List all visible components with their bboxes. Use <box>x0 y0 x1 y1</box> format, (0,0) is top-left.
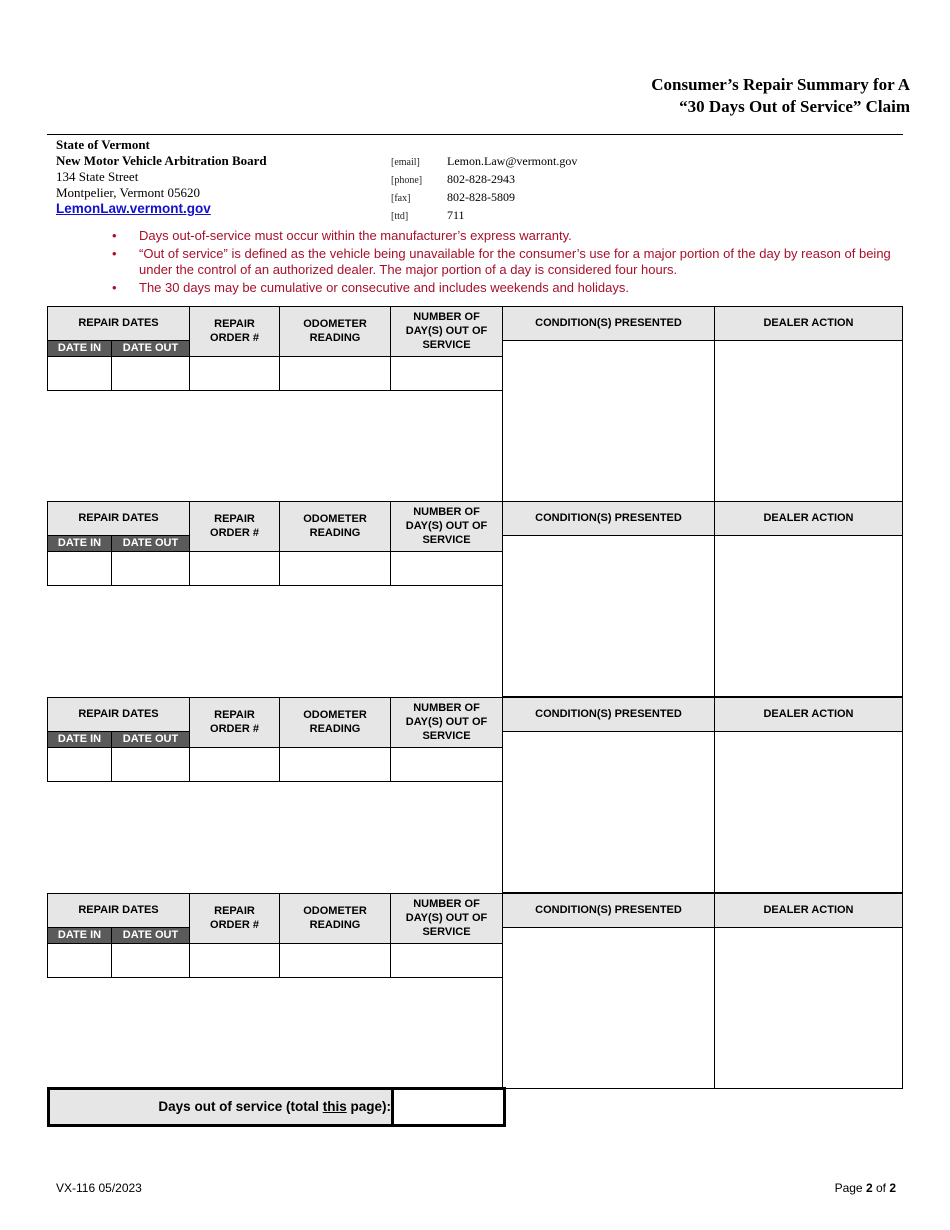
contact-phone <box>391 171 577 189</box>
repair-order-header-line: REPAIR <box>214 513 255 525</box>
contact-email-value: Lemon.Law@vermont.gov <box>447 154 578 168</box>
days-out-header-line: DAY(S) OUT OF <box>405 912 488 924</box>
dealer-action-header: DEALER ACTION <box>714 501 903 536</box>
contact-ttd <box>391 207 577 225</box>
conditions-input[interactable] <box>502 535 715 697</box>
repair-order-input[interactable] <box>189 551 280 586</box>
contact-phone-label: [phone] <box>391 175 423 186</box>
date-in-header: DATE IN <box>47 731 112 748</box>
days-out-header-line: SERVICE <box>422 926 471 938</box>
repair-order-header <box>189 306 280 357</box>
repair-order-input[interactable] <box>189 943 280 978</box>
odometer-input[interactable] <box>279 747 391 782</box>
days-out-header-line: NUMBER OF <box>413 311 480 323</box>
odometer-header <box>279 893 391 944</box>
days-out-header-line: NUMBER OF <box>413 898 480 910</box>
repair-order-header <box>189 697 280 748</box>
days-out-input[interactable] <box>390 356 503 391</box>
date-in-input[interactable] <box>47 356 112 391</box>
form-title <box>651 74 910 118</box>
days-out-input[interactable] <box>390 747 503 782</box>
total-days-row <box>47 1087 503 1127</box>
contact-fax-label: [fax] <box>391 193 411 204</box>
agency-board: New Motor Vehicle Arbitration Board <box>56 153 267 168</box>
conditions-header: CONDITION(S) PRESENTED <box>502 306 715 341</box>
days-out-header-line: SERVICE <box>422 730 471 742</box>
date-in-header: DATE IN <box>47 340 112 357</box>
odometer-input[interactable] <box>279 551 391 586</box>
dealer-action-header: DEALER ACTION <box>714 306 903 341</box>
agency-street: 134 State Street <box>56 169 139 184</box>
odometer-header <box>279 501 391 552</box>
odometer-header-line: READING <box>309 723 361 735</box>
days-out-header-line: DAY(S) OUT OF <box>405 325 488 337</box>
odometer-header-line: ODOMETER <box>303 905 367 917</box>
note-item: • “Out of service” is defined as the vehicle being unavailable for the consumer’s use for a major portion of the day by reason of being under the control of an authorized dealer. The major portion of a day is considered four hours. <box>112 246 902 278</box>
contact-ttd-label: [ttd] <box>391 211 409 222</box>
form-title-line-1: Consumer’s Repair Summary for A <box>651 75 910 94</box>
agency-city: Montpelier, Vermont 05620 <box>56 185 201 200</box>
odometer-header-line: READING <box>309 332 361 344</box>
repair-dates-header: REPAIR DATES <box>47 697 190 732</box>
days-out-header-line: NUMBER OF <box>413 506 480 518</box>
conditions-header: CONDITION(S) PRESENTED <box>502 893 715 928</box>
total-label-emphasis: this <box>322 1099 347 1114</box>
repair-order-input[interactable] <box>189 747 280 782</box>
page-indicator <box>835 1181 896 1195</box>
dealer-action-input[interactable] <box>714 731 903 893</box>
contact-ttd-value: 711 <box>447 208 465 222</box>
notes-list <box>112 228 902 298</box>
conditions-header: CONDITION(S) PRESENTED <box>502 697 715 732</box>
date-in-header: DATE IN <box>47 535 112 552</box>
date-in-header: DATE IN <box>47 927 112 944</box>
dealer-action-header: DEALER ACTION <box>714 893 903 928</box>
form-title-line-2: “30 Days Out of Service” Claim <box>679 97 910 116</box>
contact-fax-value: 802-828-5809 <box>447 190 515 204</box>
page-separator: of <box>872 1181 890 1195</box>
date-out-header: DATE OUT <box>111 340 190 357</box>
conditions-input[interactable] <box>502 731 715 893</box>
days-out-header-line: SERVICE <box>422 339 471 351</box>
dealer-action-input[interactable] <box>714 927 903 1089</box>
date-out-header: DATE OUT <box>111 927 190 944</box>
odometer-header-line: ODOMETER <box>303 513 367 525</box>
contact-fax <box>391 189 577 207</box>
repair-entry-3 <box>47 697 903 893</box>
repair-entry-2 <box>47 501 903 697</box>
dealer-action-input[interactable] <box>714 340 903 502</box>
days-out-header <box>390 893 503 944</box>
dealer-action-header: DEALER ACTION <box>714 697 903 732</box>
repair-entry-4 <box>47 893 903 1089</box>
odometer-header <box>279 306 391 357</box>
odometer-header-line: READING <box>309 919 361 931</box>
repair-order-header-line: ORDER # <box>210 723 259 735</box>
total-days-input[interactable] <box>391 1087 506 1127</box>
header-divider <box>47 134 903 135</box>
repair-order-header-line: ORDER # <box>210 527 259 539</box>
conditions-header: CONDITION(S) PRESENTED <box>502 501 715 536</box>
date-out-input[interactable] <box>111 356 190 391</box>
date-out-input[interactable] <box>111 551 190 586</box>
days-out-header-line: NUMBER OF <box>413 702 480 714</box>
page-current: 2 <box>865 1181 873 1195</box>
repair-order-header-line: REPAIR <box>214 318 255 330</box>
odometer-header <box>279 697 391 748</box>
date-in-input[interactable] <box>47 747 112 782</box>
agency-website-link[interactable]: LemonLaw.vermont.gov <box>56 201 211 216</box>
odometer-header-line: ODOMETER <box>303 318 367 330</box>
repair-order-header <box>189 893 280 944</box>
total-label-part: Days out of service (total <box>158 1099 323 1114</box>
odometer-input[interactable] <box>279 356 391 391</box>
repair-dates-header: REPAIR DATES <box>47 306 190 341</box>
days-out-header <box>390 697 503 748</box>
page-total: 2 <box>889 1181 896 1195</box>
agency-state: State of Vermont <box>56 137 150 152</box>
days-out-header-line: DAY(S) OUT OF <box>405 716 488 728</box>
date-out-input[interactable] <box>111 943 190 978</box>
page-prefix: Page <box>834 1181 866 1195</box>
date-in-input[interactable] <box>47 943 112 978</box>
contact-phone-value: 802-828-2943 <box>447 172 515 186</box>
date-out-header: DATE OUT <box>111 535 190 552</box>
odometer-header-line: ODOMETER <box>303 709 367 721</box>
repair-entry-1 <box>47 306 903 502</box>
date-out-input[interactable] <box>111 747 190 782</box>
repair-dates-header: REPAIR DATES <box>47 893 190 928</box>
days-out-input[interactable] <box>390 943 503 978</box>
odometer-input[interactable] <box>279 943 391 978</box>
contact-email-label: [email] <box>391 157 420 168</box>
agency-address <box>56 137 267 217</box>
conditions-input[interactable] <box>502 340 715 502</box>
conditions-input[interactable] <box>502 927 715 1089</box>
repair-dates-header: REPAIR DATES <box>47 501 190 536</box>
days-out-header <box>390 501 503 552</box>
note-item: • Days out-of-service must occur within the manufacturer’s express warranty. <box>112 228 902 244</box>
days-out-input[interactable] <box>390 551 503 586</box>
repair-order-header <box>189 501 280 552</box>
dealer-action-input[interactable] <box>714 535 903 697</box>
repair-order-header-line: REPAIR <box>214 709 255 721</box>
date-in-input[interactable] <box>47 551 112 586</box>
form-id: VX-116 05/2023 <box>56 1181 142 1195</box>
total-label-part: page): <box>346 1099 391 1114</box>
contact-info <box>391 153 577 225</box>
repair-order-header-line: ORDER # <box>210 332 259 344</box>
days-out-header <box>390 306 503 357</box>
repair-order-header-line: ORDER # <box>210 919 259 931</box>
days-out-header-line: SERVICE <box>422 534 471 546</box>
total-days-label <box>50 1090 391 1124</box>
date-out-header: DATE OUT <box>111 731 190 748</box>
repair-order-header-line: REPAIR <box>214 905 255 917</box>
days-out-header-line: DAY(S) OUT OF <box>405 520 488 532</box>
repair-order-input[interactable] <box>189 356 280 391</box>
note-item: • The 30 days may be cumulative or consecutive and includes weekends and holidays. <box>112 280 902 296</box>
odometer-header-line: READING <box>309 527 361 539</box>
contact-email <box>391 153 577 171</box>
